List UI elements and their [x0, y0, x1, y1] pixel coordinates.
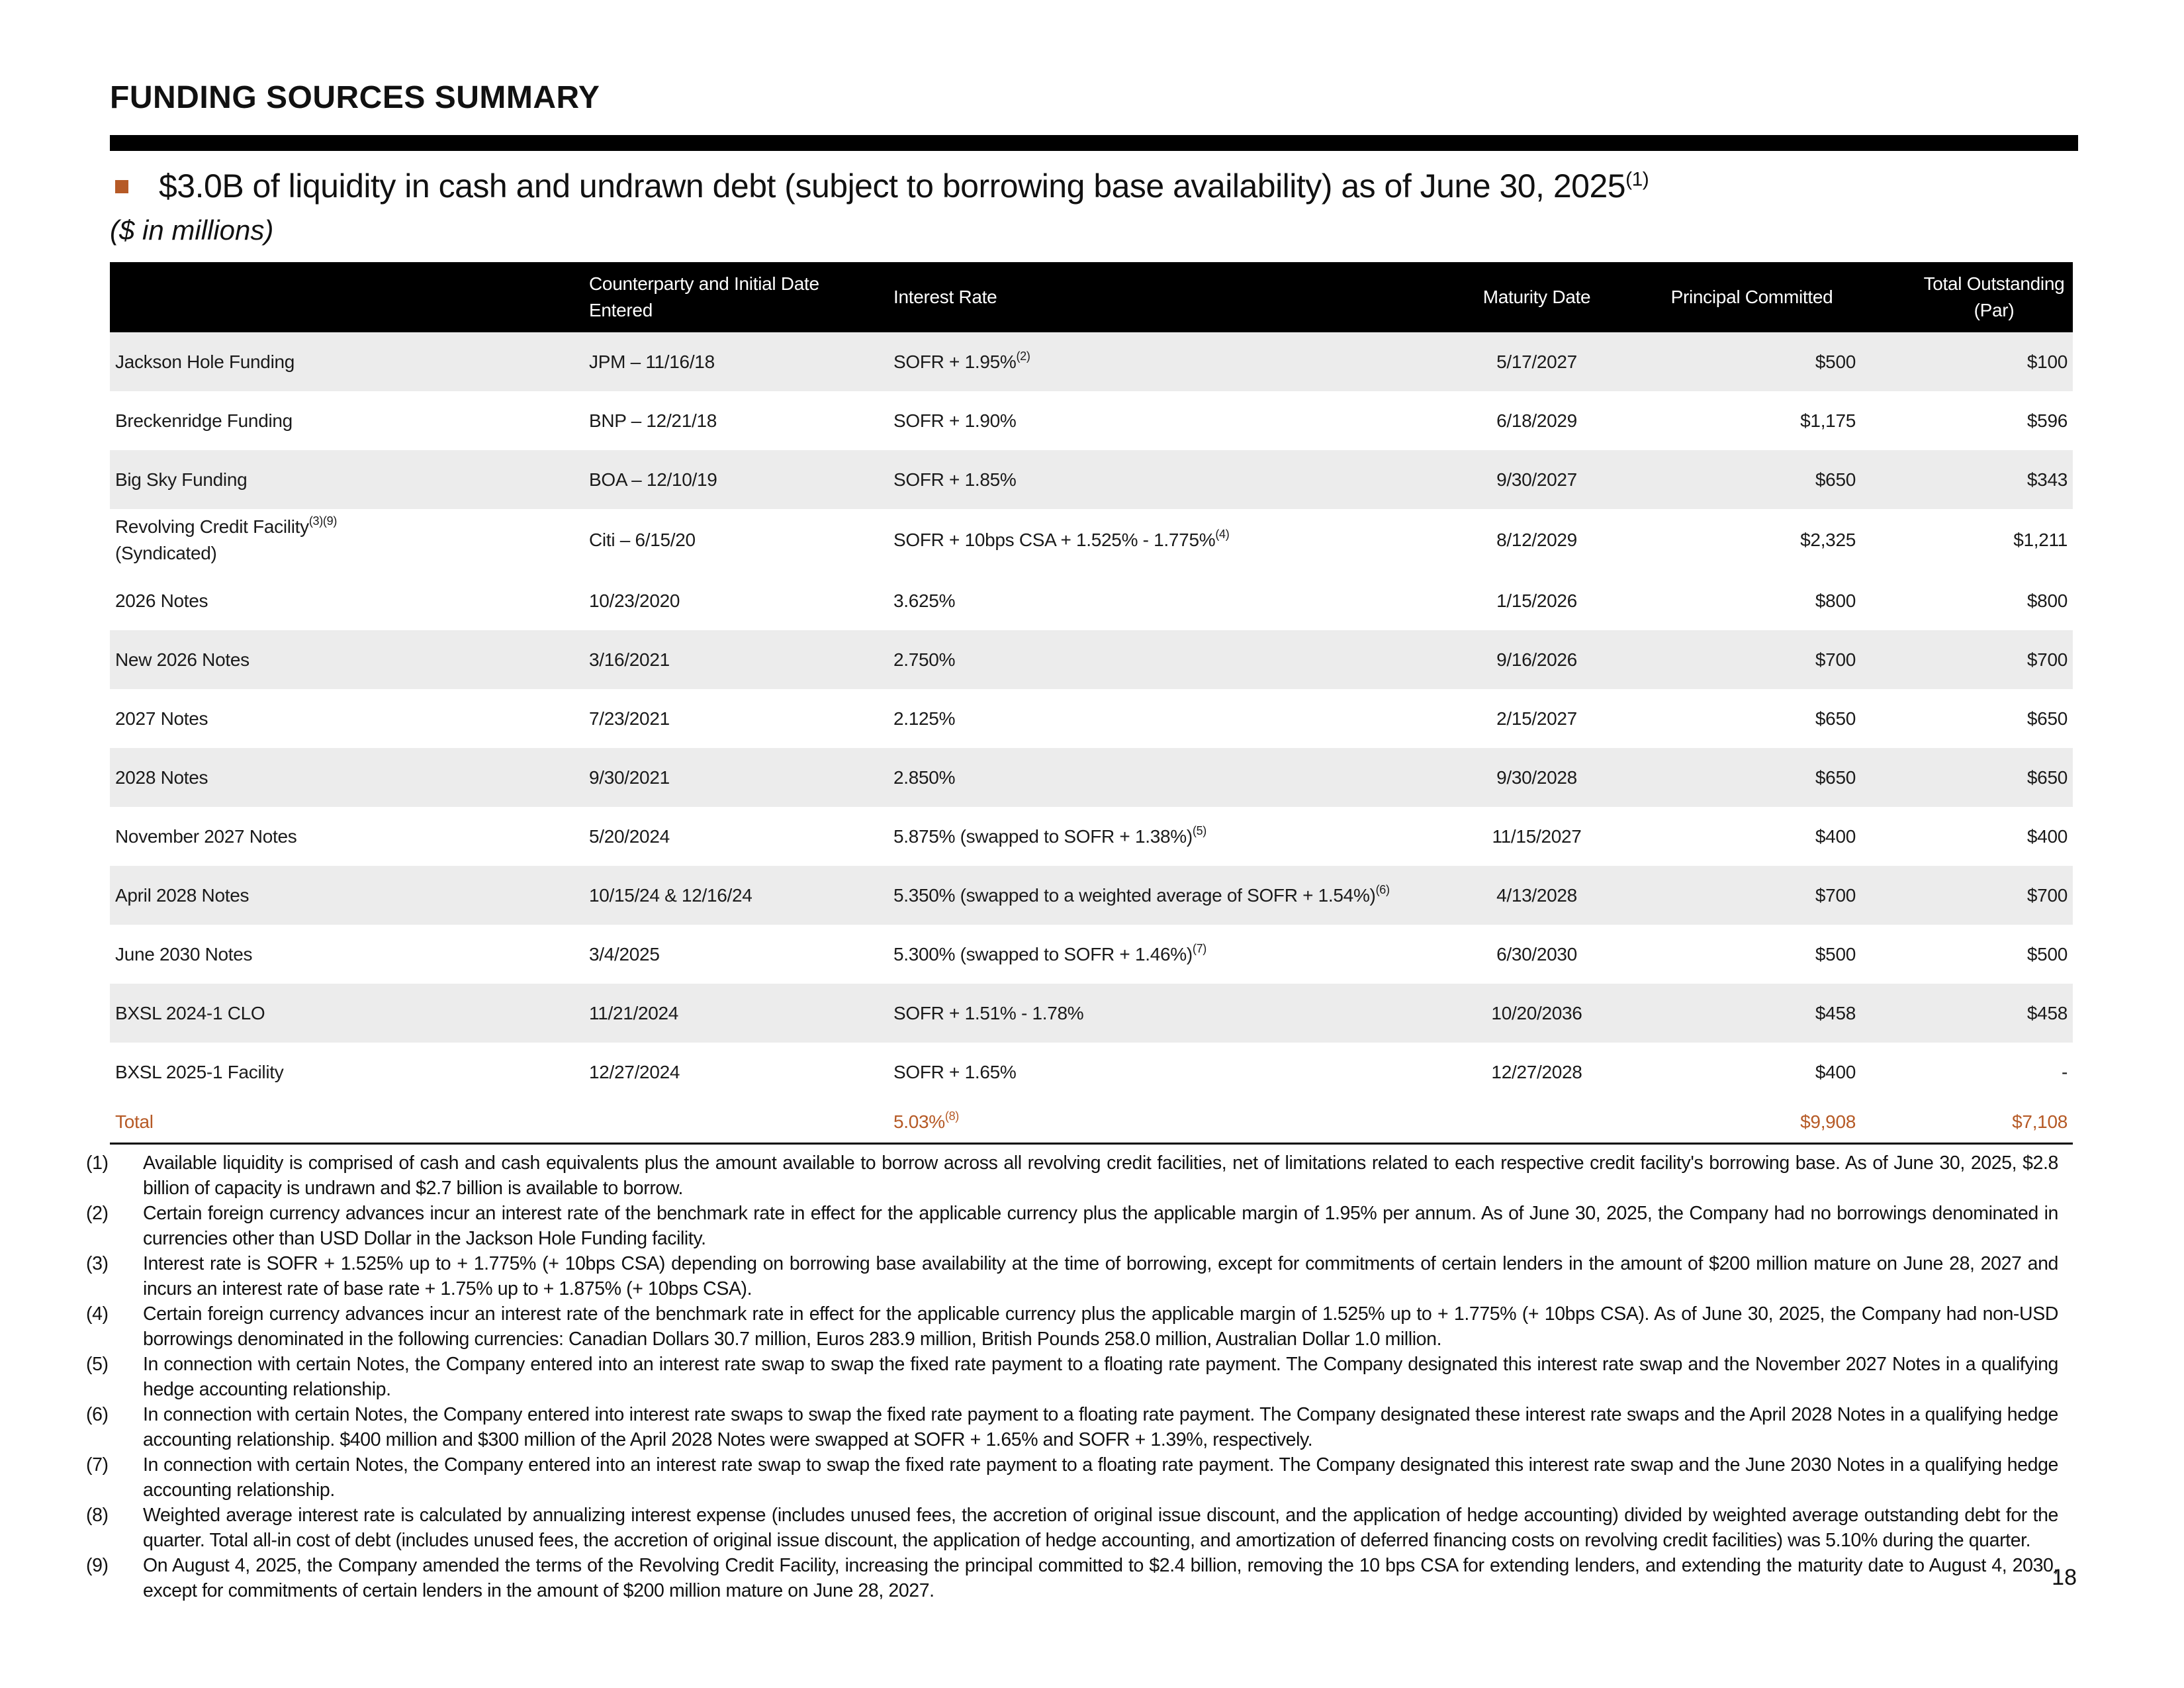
maturity-date-text: 12/27/2028	[1491, 1061, 1582, 1082]
facility-name	[110, 509, 584, 571]
principal-committed-text: $650	[1815, 708, 1856, 729]
maturity-date-text: 2/15/2027	[1496, 708, 1577, 729]
total-outstanding-text: $596	[2026, 410, 2068, 431]
facility-name	[110, 866, 584, 925]
maturity-date-text: 11/15/2027	[1492, 825, 1582, 847]
table-row	[110, 450, 2073, 509]
total-row	[110, 1102, 2073, 1144]
footnote-number: (8)	[86, 1505, 109, 1526]
col-header-facility	[110, 262, 584, 332]
total-outstanding-text: $100	[2026, 351, 2068, 372]
total-label: Total	[110, 1102, 584, 1144]
principal-committed	[1643, 925, 1861, 984]
maturity-date	[1431, 450, 1643, 509]
facility-name-text: BXSL 2024-1 CLO	[115, 1002, 265, 1023]
principal-committed	[1643, 748, 1861, 807]
counterparty	[584, 984, 888, 1043]
facility-name	[110, 391, 584, 450]
footnote-text: In connection with certain Notes, the Company entered into an interest rate swap to swap the fixed rate payment to a floating rate payment. The Company designated this interest rate swap and the June 2030 Notes in a qualifying hedge accounting relationship.	[143, 1454, 2058, 1501]
maturity-date	[1431, 807, 1643, 866]
counterparty-text: 12/27/2024	[589, 1061, 680, 1082]
total-outstanding	[1861, 925, 2073, 984]
footnote-number: (3)	[86, 1253, 109, 1274]
interest-rate-text: 3.625%	[893, 590, 956, 611]
liquidity-statement	[159, 167, 1649, 205]
total-outstanding	[1861, 571, 2073, 630]
counterparty	[584, 925, 888, 984]
total-outstanding	[1861, 509, 2073, 571]
footnote-item	[86, 1402, 2058, 1452]
maturity-date-text: 4/13/2028	[1496, 884, 1577, 906]
facility-name-text: Revolving Credit Facility	[115, 516, 309, 537]
footnote-number: (4)	[86, 1303, 109, 1325]
table-row	[110, 391, 2073, 450]
principal-committed	[1643, 866, 1861, 925]
table-row	[110, 748, 2073, 807]
footnote-number: (7)	[86, 1454, 109, 1476]
table-row	[110, 630, 2073, 689]
maturity-date-text: 8/12/2029	[1496, 530, 1577, 550]
counterparty	[584, 1043, 888, 1102]
footnote-item	[86, 1452, 2058, 1503]
principal-committed	[1643, 571, 1861, 630]
total-counterparty-empty	[584, 1102, 888, 1144]
table-row	[110, 866, 2073, 925]
maturity-date	[1431, 509, 1643, 571]
maturity-date	[1431, 984, 1643, 1043]
footnote-ref: (6)	[1375, 882, 1390, 896]
counterparty-text: BNP – 12/21/18	[589, 410, 717, 431]
counterparty	[584, 509, 888, 571]
total-outstanding	[1861, 689, 2073, 748]
facility-name	[110, 1043, 584, 1102]
interest-rate-text: SOFR + 1.90%	[893, 410, 1017, 431]
footnote-ref: (7)	[1192, 941, 1206, 955]
col-header-total-outstanding: Total Outstanding (Par)	[1861, 262, 2073, 332]
facility-name	[110, 748, 584, 807]
footnote-text: Weighted average interest rate is calculated by annualizing interest expense (includes unused fees, the accretion of original issue discount, and the application of hedge accounting) divided by weighted average outstanding debt for the quarter. Total all-in cost of debt (includes unused fees, the accretion of original issue discount, the application of hedge accounting, and amortization of deferred financing costs on revolving credit facilities) was 5.10% during the quarter.	[143, 1505, 2058, 1551]
counterparty	[584, 571, 888, 630]
principal-committed	[1643, 630, 1861, 689]
principal-committed-text: $650	[1815, 767, 1856, 788]
table-row	[110, 332, 2073, 391]
principal-committed	[1643, 509, 1861, 571]
maturity-date-text: 9/30/2028	[1496, 767, 1577, 788]
total-outstanding-text: $700	[2026, 884, 2068, 906]
facility-name-text: 2027 Notes	[115, 708, 208, 729]
maturity-date	[1431, 1043, 1643, 1102]
total-outstanding-text: $800	[2026, 590, 2068, 611]
footnote-item	[86, 1201, 2058, 1251]
interest-rate	[888, 332, 1431, 391]
total-rate-text: 5.03%	[893, 1111, 945, 1132]
interest-rate-text: SOFR + 1.65%	[893, 1061, 1017, 1082]
page-title: FUNDING SOURCES SUMMARY	[110, 80, 600, 115]
principal-committed-text: $2,325	[1800, 530, 1856, 550]
counterparty-text: 5/20/2024	[589, 825, 670, 847]
maturity-date	[1431, 925, 1643, 984]
footnote-ref: (2)	[1016, 349, 1030, 363]
table-row	[110, 1043, 2073, 1102]
interest-rate	[888, 450, 1431, 509]
funding-sources-table	[110, 262, 2073, 1145]
col-header-maturity-date: Maturity Date	[1431, 262, 1643, 332]
facility-name-text: New 2026 Notes	[115, 649, 250, 670]
interest-rate-text: 2.125%	[893, 708, 956, 729]
principal-committed-text: $700	[1815, 649, 1856, 670]
footnote-text: On August 4, 2025, the Company amended the terms of the Revolving Credit Facility, increasing the principal committed to $2.4 billion, removing the 10 bps CSA for extending lenders, and extending the maturity date to August 4, 2030, except for commitments of certain lenders in the amount of $200 million mature on June 28, 2027.	[143, 1555, 2058, 1601]
interest-rate	[888, 689, 1431, 748]
maturity-date-text: 9/16/2026	[1496, 649, 1577, 670]
footnote-ref: (1)	[1625, 168, 1649, 191]
interest-rate	[888, 391, 1431, 450]
footnote-text: Certain foreign currency advances incur an interest rate of the benchmark rate in effect for the applicable currency plus the applicable margin of 1.525% up to + 1.775% (+ 10bps CSA). As of June 30, 2025, the Company had non-USD borrowings denominated in the following currencies: Canadian Dollars 30.7 million, Euros 283.9 million, British Pounds 258.0 million, Australian Dollar 1.0 million.	[143, 1303, 2058, 1350]
footnote-item	[86, 1352, 2058, 1402]
footnote-text: Certain foreign currency advances incur an interest rate of the benchmark rate in effect for the applicable currency plus the applicable margin of 1.95% per annum. As of June 30, 2025, the Company had no borrowings denominated in currencies other than USD Dollar in the Jackson Hole Funding facility.	[143, 1203, 2058, 1249]
footnote-item	[86, 1503, 2058, 1553]
total-outstanding-text: $650	[2026, 767, 2068, 788]
square-bullet-icon	[115, 180, 128, 193]
facility-name-text: April 2028 Notes	[115, 884, 250, 906]
total-outstanding	[1861, 866, 2073, 925]
total-outstanding-text: $400	[2026, 825, 2068, 847]
counterparty-text: JPM – 11/16/18	[589, 351, 715, 372]
title-divider	[110, 135, 2078, 151]
principal-committed-text: $400	[1815, 825, 1856, 847]
interest-rate-text: 2.850%	[893, 767, 956, 788]
counterparty-text: BOA – 12/10/19	[589, 469, 717, 490]
interest-rate	[888, 807, 1431, 866]
facility-name	[110, 630, 584, 689]
counterparty	[584, 807, 888, 866]
counterparty	[584, 450, 888, 509]
footnote-ref: (8)	[944, 1109, 960, 1123]
principal-committed-text: $500	[1815, 943, 1856, 964]
interest-rate	[888, 984, 1431, 1043]
total-outstanding-text: $500	[2026, 943, 2068, 964]
total-outstanding-text: $458	[2026, 1002, 2068, 1023]
total-outstanding	[1861, 332, 2073, 391]
facility-name	[110, 925, 584, 984]
facility-name	[110, 984, 584, 1043]
total-outstanding	[1861, 1043, 2073, 1102]
table-row	[110, 925, 2073, 984]
counterparty-text: Citi – 6/15/20	[589, 530, 696, 550]
total-maturity-empty	[1431, 1102, 1643, 1144]
interest-rate	[888, 1043, 1431, 1102]
page-number: 18	[2052, 1565, 2077, 1590]
counterparty	[584, 391, 888, 450]
facility-name-text: 2026 Notes	[115, 590, 208, 611]
liquidity-statement-text: $3.0B of liquidity in cash and undrawn debt (subject to borrowing base availability) as of June 30, 2025	[159, 167, 1626, 205]
counterparty-text: 7/23/2021	[589, 708, 670, 729]
total-outstanding-text: $1,211	[2013, 530, 2068, 550]
table-row	[110, 689, 2073, 748]
total-outstanding	[1861, 984, 2073, 1043]
total-outstanding-text: $650	[2026, 708, 2068, 729]
total-principal-committed: $9,908	[1643, 1102, 1861, 1144]
interest-rate-text: SOFR + 1.51% - 1.78%	[893, 1002, 1084, 1023]
counterparty	[584, 866, 888, 925]
facility-name-text: 2028 Notes	[115, 767, 208, 788]
counterparty	[584, 748, 888, 807]
footnote-number: (9)	[86, 1555, 109, 1576]
maturity-date	[1431, 571, 1643, 630]
counterparty-text: 3/16/2021	[589, 649, 670, 670]
table-body	[110, 332, 2073, 1144]
footnote-text: Available liquidity is comprised of cash and cash equivalents plus the amount available to borrow across all revolving credit facilities, net of limitations related to each respective credit facility's borrowing base. As of June 30, 2025, $2.8 billion of capacity is undrawn and $2.7 billion is available to borrow.	[143, 1152, 2058, 1199]
facility-name	[110, 807, 584, 866]
facility-name-text: November 2027 Notes	[115, 825, 297, 847]
counterparty-text: 11/21/2024	[589, 1002, 679, 1023]
table-row	[110, 984, 2073, 1043]
liquidity-bullet	[115, 167, 1649, 205]
interest-rate-text: SOFR + 1.95%	[893, 351, 1017, 372]
footnote-text: In connection with certain Notes, the Company entered into an interest rate swap to swap the fixed rate payment to a floating rate payment. The Company designated this interest rate swap and the November 2027 Notes in a qualifying hedge accounting relationship.	[143, 1354, 2058, 1400]
principal-committed	[1643, 807, 1861, 866]
facility-name	[110, 571, 584, 630]
facility-name-text: BXSL 2025-1 Facility	[115, 1061, 284, 1082]
footnote-item	[86, 1251, 2058, 1301]
total-outstanding	[1861, 630, 2073, 689]
table-row	[110, 509, 2073, 571]
total-outstanding	[1861, 450, 2073, 509]
principal-committed-text: $500	[1815, 351, 1856, 372]
facility-name-text: Breckenridge Funding	[115, 410, 293, 431]
total-outstanding-text: $343	[2026, 469, 2068, 490]
principal-committed-text: $700	[1815, 884, 1856, 906]
facility-name	[110, 689, 584, 748]
principal-committed-text: $400	[1815, 1061, 1856, 1082]
interest-rate	[888, 748, 1431, 807]
interest-rate	[888, 571, 1431, 630]
facility-name	[110, 332, 584, 391]
footnote-number: (1)	[86, 1152, 109, 1174]
facility-name-text: June 2030 Notes	[115, 943, 253, 964]
total-outstanding	[1861, 748, 2073, 807]
col-header-interest-rate: Interest Rate	[888, 262, 1431, 332]
facility-name-text: Big Sky Funding	[115, 469, 248, 490]
facility-name-subtext: (Syndicated)	[115, 543, 217, 563]
maturity-date-text: 10/20/2036	[1491, 1002, 1582, 1023]
principal-committed	[1643, 984, 1861, 1043]
footnote-item	[86, 1553, 2058, 1603]
footnote-text: In connection with certain Notes, the Company entered into interest rate swaps to swap the fixed rate payment to a floating rate payment. The Company designated these interest rate swaps and the April 2028 Notes in a qualifying hedge accounting relationship. $400 million and $300 million of the April 2028 Notes were swapped at SOFR + 1.65% and SOFR + 1.39%, respectively.	[143, 1404, 2058, 1450]
principal-committed	[1643, 1043, 1861, 1102]
footnote-ref: (4)	[1215, 528, 1230, 541]
counterparty	[584, 630, 888, 689]
principal-committed	[1643, 450, 1861, 509]
interest-rate-text: 5.875% (swapped to SOFR + 1.38%)	[893, 825, 1193, 847]
col-header-counterparty: Counterparty and Initial Date Entered	[584, 262, 888, 332]
maturity-date-text: 5/17/2027	[1496, 351, 1577, 372]
maturity-date	[1431, 866, 1643, 925]
total-outstanding: $7,108	[1861, 1102, 2073, 1144]
maturity-date-text: 9/30/2027	[1496, 469, 1577, 490]
counterparty-text: 10/23/2020	[589, 590, 680, 611]
counterparty	[584, 332, 888, 391]
col-header-principal-committed: Principal Committed	[1643, 262, 1861, 332]
maturity-date	[1431, 630, 1643, 689]
maturity-date-text: 6/18/2029	[1496, 410, 1577, 431]
total-outstanding	[1861, 807, 2073, 866]
footnote-number: (5)	[86, 1354, 109, 1375]
principal-committed-text: $1,175	[1800, 410, 1856, 431]
table-row	[110, 807, 2073, 866]
footnote-number: (2)	[86, 1203, 109, 1224]
total-outstanding-text: $700	[2026, 649, 2068, 670]
maturity-date	[1431, 332, 1643, 391]
interest-rate-text: 5.350% (swapped to a weighted average of SOFR + 1.54%)	[893, 884, 1376, 906]
table-row	[110, 571, 2073, 630]
maturity-date	[1431, 748, 1643, 807]
footnote-number: (6)	[86, 1404, 109, 1425]
footnote-item	[86, 1301, 2058, 1352]
maturity-date	[1431, 689, 1643, 748]
table-header-row	[110, 262, 2073, 332]
interest-rate	[888, 509, 1431, 571]
maturity-date	[1431, 391, 1643, 450]
facility-name	[110, 450, 584, 509]
footnote-item	[86, 1150, 2058, 1201]
counterparty-text: 10/15/24 & 12/16/24	[589, 884, 752, 906]
total-weighted-rate	[888, 1102, 1431, 1144]
footnote-ref: (5)	[1192, 823, 1206, 837]
principal-committed-text: $650	[1815, 469, 1856, 490]
counterparty-text: 3/4/2025	[589, 943, 660, 964]
footnote-ref: (3)(9)	[308, 514, 338, 528]
units-label: ($ in millions)	[110, 214, 274, 246]
interest-rate-text: SOFR + 1.85%	[893, 469, 1017, 490]
interest-rate-text: 2.750%	[893, 649, 956, 670]
interest-rate-text: 5.300% (swapped to SOFR + 1.46%)	[893, 943, 1193, 964]
total-outstanding-text: -	[2061, 1061, 2068, 1082]
principal-committed	[1643, 391, 1861, 450]
counterparty-text: 9/30/2021	[589, 767, 670, 788]
maturity-date-text: 1/15/2026	[1496, 590, 1577, 611]
principal-committed	[1643, 689, 1861, 748]
principal-committed-text: $458	[1815, 1002, 1856, 1023]
principal-committed-text: $800	[1815, 590, 1856, 611]
footnotes	[86, 1150, 2058, 1603]
footnote-text: Interest rate is SOFR + 1.525% up to + 1.775% (+ 10bps CSA) depending on borrowing base availability at the time of borrowing, except for commitments of certain lenders in the amount of $200 million mature on June 28, 2027 and incurs an interest rate of base rate + 1.75% up to + 1.875% (+ 10bps CSA).	[143, 1253, 2058, 1299]
interest-rate	[888, 630, 1431, 689]
interest-rate	[888, 925, 1431, 984]
total-outstanding	[1861, 391, 2073, 450]
interest-rate	[888, 866, 1431, 925]
counterparty	[584, 689, 888, 748]
maturity-date-text: 6/30/2030	[1496, 943, 1577, 964]
interest-rate-text: SOFR + 10bps CSA + 1.525% - 1.775%	[893, 530, 1216, 550]
facility-name-text: Jackson Hole Funding	[115, 351, 295, 372]
principal-committed	[1643, 332, 1861, 391]
